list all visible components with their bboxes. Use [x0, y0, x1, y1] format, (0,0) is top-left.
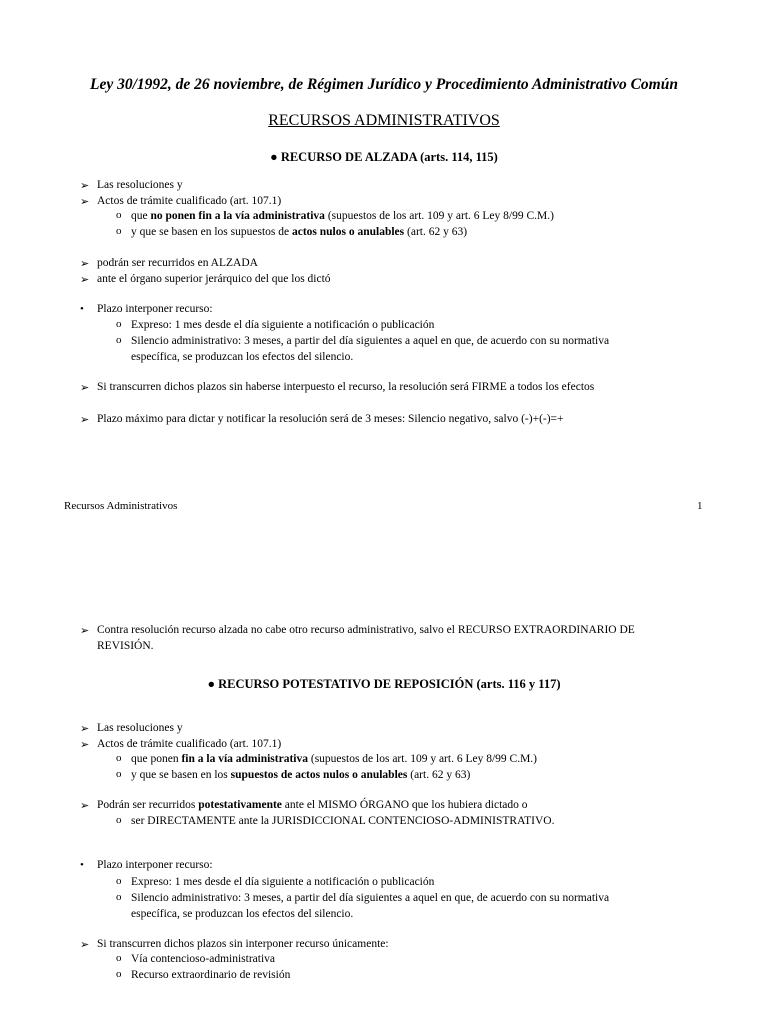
list-item: Silencio administrativo: 3 meses, a partir del día siguientes a aquel en que, de acuerdo con su normativa	[131, 335, 610, 347]
arrow-bullet-icon: ➢	[80, 274, 90, 286]
list-item: Plazo máximo para dictar y notificar la resolución será de 3 meses: Silencio negativo, salvo (-)+(-)=+	[97, 413, 564, 425]
list-item: Las resoluciones y	[97, 179, 183, 191]
arrow-bullet-icon: ➢	[80, 180, 90, 192]
list-item: Actos de trámite cualificado (art. 107.1)	[97, 195, 282, 207]
list-item: Podrán ser recurridos potestativamente ante el MISMO ÓRGANO que los hubiera dictado o	[97, 799, 528, 811]
arrow-bullet-icon: ➢	[80, 382, 90, 394]
list-item: Vía contencioso-administrativa	[131, 953, 276, 965]
list-item: y que se basen en los supuestos de actos nulos o anulables (art. 62 y 63)	[131, 226, 468, 238]
list-item: Si transcurren dichos plazos sin interponer recurso únicamente:	[97, 938, 389, 950]
page-number: 1	[697, 500, 703, 512]
list-item: Actos de trámite cualificado (art. 107.1)	[97, 738, 282, 750]
list-item-continuation: específica, se produzcan los efectos del silencio.	[131, 908, 354, 920]
main-heading: RECURSOS ADMINISTRATIVOS	[268, 112, 500, 129]
circle-bullet-icon: o	[116, 752, 122, 764]
list-item: que ponen fin a la vía administrativa (supuestos de los art. 109 y art. 6 Ley 8/99 C.M.)	[131, 753, 537, 765]
arrow-bullet-icon: ➢	[80, 739, 90, 751]
circle-bullet-icon: o	[116, 968, 122, 980]
list-item: podrán ser recurridos en ALZADA	[97, 257, 258, 269]
list-item: y que se basen en los supuestos de actos nulos o anulables (art. 62 y 63)	[131, 769, 471, 781]
circle-bullet-icon: o	[116, 768, 122, 780]
bullet-icon: ●	[270, 150, 281, 164]
arrow-bullet-icon: ➢	[80, 196, 90, 208]
list-item-continuation: REVISIÓN.	[97, 640, 154, 652]
circle-bullet-icon: o	[116, 875, 122, 887]
list-item-continuation: específica, se produzcan los efectos del silencio.	[131, 351, 354, 363]
arrow-bullet-icon: ➢	[80, 800, 90, 812]
circle-bullet-icon: o	[116, 814, 122, 826]
arrow-bullet-icon: ➢	[80, 939, 90, 951]
footer-label: Recursos Administrativos	[64, 500, 178, 512]
circle-bullet-icon: o	[116, 334, 122, 346]
list-item: ser DIRECTAMENTE ante la JURISDICCIONAL CONTENCIOSO-ADMINISTRATIVO.	[131, 815, 555, 827]
list-item: Silencio administrativo: 3 meses, a partir del día siguientes a aquel en que, de acuerdo con su normativa	[131, 892, 610, 904]
circle-bullet-icon: o	[116, 225, 122, 237]
document-title: Ley 30/1992, de 26 noviembre, de Régimen Jurídico y Procedimiento Administrativo Común	[90, 76, 678, 93]
list-item: Plazo interponer recurso:	[97, 859, 213, 871]
list-item: Las resoluciones y	[97, 722, 183, 734]
circle-bullet-icon: o	[116, 318, 122, 330]
list-item: Recurso extraordinario de revisión	[131, 969, 291, 981]
list-item: Expreso: 1 mes desde el día siguiente a notificación o publicación	[131, 876, 435, 888]
list-item: que no ponen fin a la vía administrativa (supuestos de los art. 109 y art. 6 Ley 8/99 C.M.)	[131, 210, 554, 222]
list-item: Contra resolución recurso alzada no cabe otro recurso administrativo, salvo el RECURSO EXTRAORDINARIO DE	[97, 624, 635, 636]
bullet-icon: •	[80, 303, 84, 315]
arrow-bullet-icon: ➢	[80, 625, 90, 637]
list-item: ante el órgano superior jerárquico del que los dictó	[97, 273, 331, 285]
list-item: Plazo interponer recurso:	[97, 303, 213, 315]
arrow-bullet-icon: ➢	[80, 723, 90, 735]
list-item: Si transcurren dichos plazos sin haberse interpuesto el recurso, la resolución será FIRME a todos los efectos	[97, 381, 595, 393]
arrow-bullet-icon: ➢	[80, 414, 90, 426]
list-item: Expreso: 1 mes desde el día siguiente a notificación o publicación	[131, 319, 435, 331]
bullet-icon: ●	[207, 677, 219, 691]
section-reposicion-title: ● RECURSO POTESTATIVO DE REPOSICIÓN (arts. 116 y 117)	[207, 677, 561, 691]
arrow-bullet-icon: ➢	[80, 258, 90, 270]
bullet-icon: •	[80, 859, 84, 871]
section-alzada-title: ● RECURSO DE ALZADA (arts. 114, 115)	[270, 150, 498, 164]
circle-bullet-icon: o	[116, 209, 122, 221]
circle-bullet-icon: o	[116, 952, 122, 964]
circle-bullet-icon: o	[116, 891, 122, 903]
